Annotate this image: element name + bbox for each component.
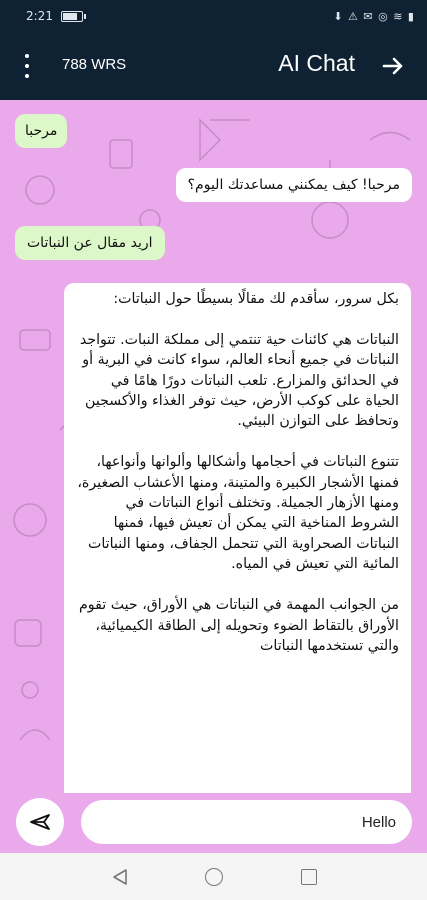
send-icon <box>29 813 51 831</box>
send-button[interactable] <box>16 798 64 846</box>
user-message: مرحبا <box>15 114 67 148</box>
nav-recents-icon[interactable] <box>301 869 317 885</box>
battery-icon <box>61 11 83 22</box>
status-time: 2:21 <box>26 9 53 23</box>
bot-message: بكل سرور، سأقدم لك مقالًا بسيطًا حول النباتات: النباتات هي كائنات حية تنتمي إلى مملكة النبات. تتواجد النباتات في جميع أنحاء العالم، سواء كانت في البرية أو في الحدائق والمزارع. تلعب النباتات دورًا هامًا في الحياة على كوكب الأرض، حيث توفر الغذاء والأكسجين وتحافظ على التوازن البيئي. تتنوع النباتات في أحجامها وأشكالها وألوانها وأنواعها، فمنها الأشجار الكبيرة والمتينة، ومنها الأعشاب الصغيرة، ومنها الأزهار الجميلة. وتختلف أنواع النباتات في الشروط المناخية التي يمكن أن تعيش فيها، فمنها النباتات الصحراوية التي تتحمل الجفاف، ومنها النباتات المائية التي تعيش في المياه. من الجوانب المهمة في النباتات هي الأوراق، حيث تقوم الأوراق بالتقاط الضوء وتحويله إلى الطاقة الكيميائية، والتي تستخدمها النباتات <box>64 283 411 793</box>
status-icons: ⬇ ⚠ ✉ ◎ ≋ ▮ <box>333 9 415 23</box>
arrow-right-icon[interactable] <box>381 54 405 78</box>
nav-home-icon[interactable] <box>205 868 223 886</box>
nav-back-icon[interactable] <box>112 868 128 886</box>
more-vert-icon[interactable] <box>20 54 34 78</box>
user-message: اريد مقال عن النباتات <box>15 226 165 260</box>
credits-count: 788 WRS <box>62 56 127 73</box>
app-bar <box>0 32 427 100</box>
chat-area[interactable] <box>0 100 427 793</box>
page-title: AI Chat <box>278 50 355 76</box>
bot-message: مرحبا! كيف يمكنني مساعدتك اليوم؟ <box>176 168 412 202</box>
status-bar <box>0 0 427 32</box>
message-input[interactable] <box>81 800 412 844</box>
